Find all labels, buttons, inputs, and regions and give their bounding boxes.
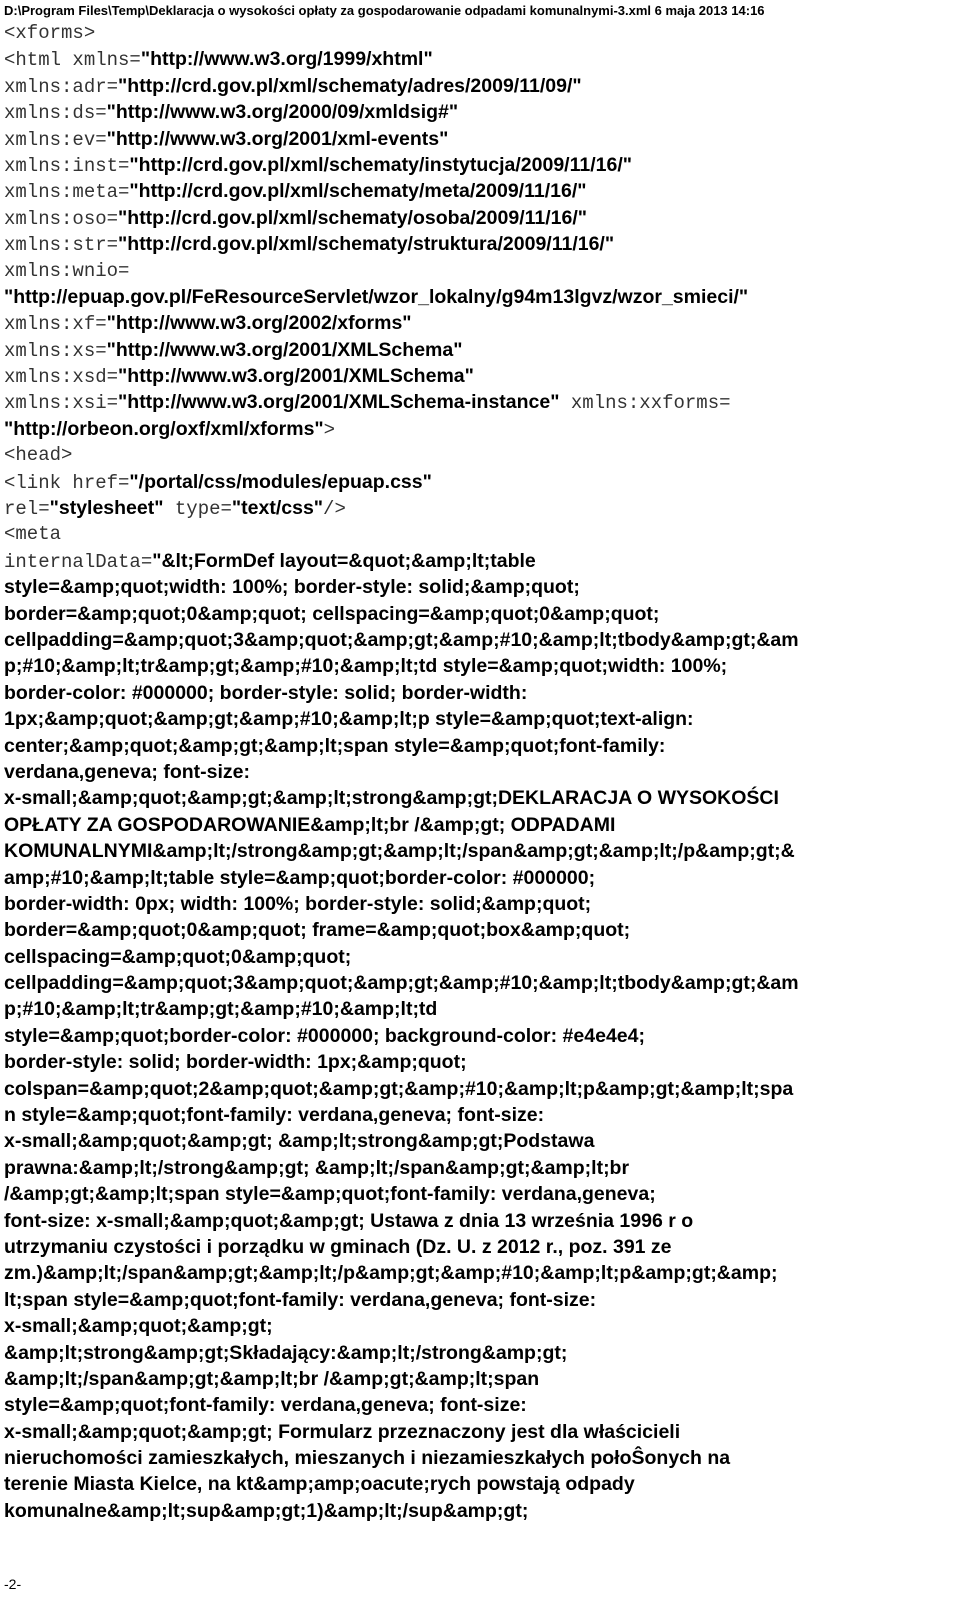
markup-token: />: [323, 498, 346, 521]
value-token: border-color: #000000; border-style: solid; border-width:: [4, 681, 528, 704]
value-token: "text/css": [231, 497, 324, 520]
markup-token: xmlns:ds=: [4, 102, 107, 125]
markup-token: <head>: [4, 444, 73, 467]
value-token: cellpadding=&amp;quot;3&amp;quot;&amp;gt;&amp;#10;&amp;lt;tbody&amp;gt;&am: [4, 628, 799, 651]
source-line: [4, 1076, 946, 1102]
value-token: 1px;&amp;quot;&amp;gt;&amp;#10;&amp;lt;p style=&amp;quot;text-align:: [4, 708, 694, 731]
source-line: [4, 363, 946, 389]
value-token: zm.)&amp;lt;/span&amp;gt;&amp;lt;/p&amp;gt;&amp;#10;&amp;lt;p&amp;gt;&amp;: [4, 1262, 778, 1285]
value-token: colspan=&amp;quot;2&amp;quot;&amp;gt;&amp;#10;&amp;lt;p&amp;gt;&amp;lt;spa: [4, 1077, 794, 1100]
source-line: [4, 627, 946, 653]
source-line: [4, 1313, 946, 1339]
source-line: [4, 1234, 946, 1260]
value-token: cellpadding=&amp;quot;3&amp;quot;&amp;gt;&amp;#10;&amp;lt;tbody&amp;gt;&am: [4, 972, 799, 995]
source-line: [4, 495, 946, 521]
value-token: "http://crd.gov.pl/xml/schematy/osoba/2009/11/16/": [118, 206, 587, 229]
value-token: border=&amp;quot;0&amp;quot; frame=&amp;quot;box&amp;quot;: [4, 919, 631, 942]
value-token: "http://www.w3.org/2001/xml-events": [106, 127, 449, 150]
value-token: border-width: 0px; width: 100%; border-style: solid;&amp;quot;: [4, 892, 592, 915]
value-token: lt;span style=&amp;quot;font-family: verdana,geneva; font-size:: [4, 1288, 597, 1311]
value-token: verdana,geneva; font-size:: [4, 760, 250, 783]
source-line: [4, 1102, 946, 1128]
markup-token: xmlns:xf=: [4, 313, 107, 336]
markup-token: <html xmlns=: [4, 49, 141, 72]
source-line: [4, 1128, 946, 1154]
source-line: [4, 469, 946, 495]
source-line: [4, 865, 946, 891]
markup-token: <link href=: [4, 471, 130, 494]
source-line: [4, 891, 946, 917]
value-token: terenie Miasta Kielce, na kt&amp;amp;oacute;rych powstają odpady: [4, 1473, 635, 1496]
markup-token: xmlns:oso=: [4, 207, 119, 230]
markup-token: >: [323, 418, 336, 441]
value-token: "http://crd.gov.pl/xml/schematy/meta/2009/11/16/": [129, 180, 587, 203]
value-token: center;&amp;quot;&amp;gt;&amp;lt;span style=&amp;quot;font-family:: [4, 734, 666, 757]
value-token: "http://epuap.gov.pl/FeResourceServlet/wzor_lokalny/g94m13lgvz/wzor_smieci/": [4, 285, 749, 308]
source-line: [4, 838, 946, 864]
source-line: [4, 337, 946, 363]
value-token: "http://www.w3.org/2001/XMLSchema-instance": [118, 391, 560, 414]
source-line: [4, 1498, 946, 1524]
value-token: "http://www.w3.org/2001/XMLSchema": [118, 365, 474, 388]
source-line: [4, 310, 946, 336]
value-token: "http://crd.gov.pl/xml/schematy/instytucja/2009/11/16/": [129, 153, 632, 176]
source-line: [4, 126, 946, 152]
source-line: [4, 812, 946, 838]
markup-token: internalData=: [4, 550, 153, 573]
source-line: [4, 258, 946, 284]
source-line: [4, 601, 946, 627]
value-token: "http://crd.gov.pl/xml/schematy/adres/2009/11/09/": [118, 74, 582, 97]
source-line: [4, 20, 946, 46]
value-token: style=&amp;quot;border-color: #000000; background-color: #e4e4e4;: [4, 1024, 645, 1047]
source-line: [4, 970, 946, 996]
source-line: [4, 785, 946, 811]
source-line: [4, 733, 946, 759]
value-token: amp;#10;&amp;lt;table style=&amp;quot;border-color: #000000;: [4, 866, 596, 889]
value-token: "http://orbeon.org/oxf/xml/xforms": [4, 417, 324, 440]
value-token: style=&amp;quot;font-family: verdana,geneva; font-size:: [4, 1394, 527, 1417]
source-line: [4, 574, 946, 600]
markup-token: xmlns:xs=: [4, 339, 107, 362]
value-token: cellspacing=&amp;quot;0&amp;quot;: [4, 945, 352, 968]
source-line: [4, 759, 946, 785]
source-line: [4, 73, 946, 99]
page-number: -2-: [4, 1576, 22, 1592]
markup-token: xmlns:xxforms=: [559, 392, 731, 415]
value-token: "http://www.w3.org/1999/xhtml": [140, 48, 433, 71]
source-line: [4, 1366, 946, 1392]
source-line: [4, 442, 946, 468]
source-line: [4, 917, 946, 943]
markup-token: xmlns:wnio=: [4, 259, 130, 282]
markup-token: xmlns:xsd=: [4, 366, 119, 389]
source-line: [4, 1023, 946, 1049]
markup-token: type=: [163, 498, 232, 521]
source-line: [4, 1155, 946, 1181]
file-path-header: D:\Program Files\Temp\Deklaracja o wysokości opłaty za gospodarowanie odpadami komunalnymi-3.xml 6 maja 2013 14:16: [4, 3, 765, 18]
source-line: [4, 1471, 946, 1497]
value-token: "http://www.w3.org/2001/XMLSchema": [106, 338, 463, 361]
value-token: "stylesheet": [49, 497, 164, 520]
source-line: [4, 653, 946, 679]
value-token: /&amp;gt;&amp;lt;span style=&amp;quot;font-family: verdana,geneva;: [4, 1183, 656, 1206]
value-token: nieruchomości zamieszkałych, mieszanych i niezamieszkałych połoŜonych na: [4, 1447, 731, 1470]
value-token: border-style: solid; border-width: 1px;&amp;quot;: [4, 1051, 467, 1074]
source-line: [4, 1445, 946, 1471]
source-line: [4, 416, 946, 442]
markup-token: xmlns:str=: [4, 234, 119, 257]
value-token: "http://www.w3.org/2002/xforms": [106, 312, 412, 335]
value-token: x-small;&amp;quot;&amp;gt; &amp;lt;strong&amp;gt;Podstawa: [4, 1130, 595, 1153]
source-line: [4, 389, 946, 415]
source-line: [4, 152, 946, 178]
value-token: KOMUNALNYMI&amp;lt;/strong&amp;gt;&amp;lt;/span&amp;gt;&amp;lt;/p&amp;gt;&: [4, 840, 795, 863]
source-line: [4, 680, 946, 706]
source-line: [4, 1340, 946, 1366]
value-token: komunalne&amp;lt;sup&amp;gt;1)&amp;lt;/sup&amp;gt;: [4, 1499, 529, 1522]
source-line: [4, 996, 946, 1022]
value-token: prawna:&amp;lt;/strong&amp;gt; &amp;lt;/span&amp;gt;&amp;lt;br: [4, 1156, 630, 1179]
source-line: [4, 1287, 946, 1313]
value-token: p;#10;&amp;lt;tr&amp;gt;&amp;#10;&amp;lt;td style=&amp;quot;width: 100%;: [4, 655, 728, 678]
source-line: [4, 521, 946, 547]
value-token: OPŁATY ZA GOSPODAROWANIE&amp;lt;br /&amp;gt; ODPADAMI: [4, 813, 616, 836]
source-line: [4, 1181, 946, 1207]
source-line: [4, 231, 946, 257]
source-line: [4, 706, 946, 732]
source-line: [4, 548, 946, 574]
value-token: p;#10;&amp;lt;tr&amp;gt;&amp;#10;&amp;lt;td: [4, 998, 438, 1021]
markup-token: xmlns:inst=: [4, 154, 130, 177]
value-token: utrzymaniu czystości i porządku w gminach (Dz. U. z 2012 r., poz. 391 ze: [4, 1235, 672, 1258]
markup-token: xmlns:meta=: [4, 181, 130, 204]
markup-token: xmlns:xsi=: [4, 392, 119, 415]
xml-source-content: [4, 20, 946, 1524]
source-line: [4, 1419, 946, 1445]
value-token: "&lt;FormDef layout=&quot;&amp;lt;table: [152, 549, 536, 572]
value-token: n style=&amp;quot;font-family: verdana,geneva; font-size:: [4, 1104, 545, 1127]
source-line: [4, 1208, 946, 1234]
value-token: "/portal/css/modules/epuap.css": [129, 470, 432, 493]
source-line: [4, 99, 946, 125]
value-token: x-small;&amp;quot;&amp;gt;: [4, 1315, 273, 1338]
source-line: [4, 178, 946, 204]
source-line: [4, 1260, 946, 1286]
value-token: x-small;&amp;quot;&amp;gt;&amp;lt;strong&amp;gt;DEKLARACJA O WYSOKOŚCI: [4, 787, 779, 810]
value-token: "http://www.w3.org/2000/09/xmldsig#": [106, 101, 459, 124]
value-token: "http://crd.gov.pl/xml/schematy/struktura/2009/11/16/": [118, 233, 615, 256]
source-line: [4, 944, 946, 970]
source-line: [4, 284, 946, 310]
markup-token: <xforms>: [4, 22, 96, 44]
value-token: font-size: x-small;&amp;quot;&amp;gt; Ustawa z dnia 13 września 1996 r o: [4, 1209, 694, 1232]
source-line: [4, 205, 946, 231]
source-line: [4, 46, 946, 72]
value-token: x-small;&amp;quot;&amp;gt; Formularz przeznaczony jest dla właścicieli: [4, 1420, 681, 1443]
value-token: &amp;lt;/span&amp;gt;&amp;lt;br /&amp;gt;&amp;lt;span: [4, 1367, 540, 1390]
value-token: style=&amp;quot;width: 100%; border-style: solid;&amp;quot;: [4, 576, 580, 599]
markup-token: rel=: [4, 498, 50, 521]
value-token: &amp;lt;strong&amp;gt;Składający:&amp;lt;/strong&amp;gt;: [4, 1341, 568, 1364]
source-line: [4, 1049, 946, 1075]
markup-token: xmlns:adr=: [4, 75, 119, 98]
value-token: border=&amp;quot;0&amp;quot; cellspacing=&amp;quot;0&amp;quot;: [4, 602, 660, 625]
markup-token: xmlns:ev=: [4, 128, 107, 151]
markup-token: <meta: [4, 523, 62, 546]
source-line: [4, 1392, 946, 1418]
